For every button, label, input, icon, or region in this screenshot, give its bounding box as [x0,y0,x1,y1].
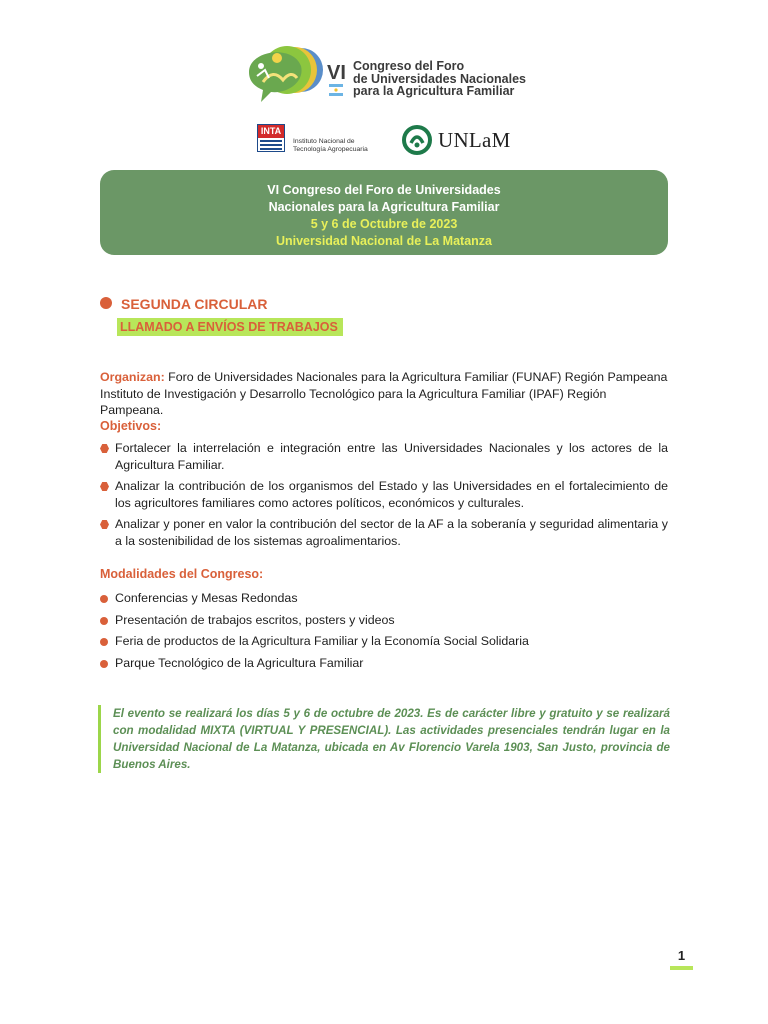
modality-text: Conferencias y Mesas Redondas [115,591,298,605]
unlam-emblem-icon [402,125,432,155]
section-highlight: LLAMADO A ENVÍOS DE TRABAJOS [117,318,343,336]
objective-text: Analizar y poner en valor la contribución del sector de la AF a la soberanía y seguridad alimentaria y a la sostenibilidad de los sistemas agroalimentarios. [115,517,668,548]
modality-item [100,655,668,672]
banner-title-line: Nacionales para la Agricultura Familiar [268,200,500,214]
event-note: El evento se realizará los días 5 y 6 de octubre de 2023. Es de carácter libre y gratuito y se realizará con modalidad MIXTA (VIRTUAL Y PRESENCIAL). Las actividades presenciales tendrán lugar en la Universidad Nacional de La Matanza, ubicada en Av Florencio Varela 1903, San Justo, provincia de Buenos Aires. [98,705,670,773]
organizers-label: Organizan: [100,370,165,384]
modality-text: Feria de productos de la Agricultura Familiar y la Economía Social Solidaria [115,634,529,648]
banner-venue: Universidad Nacional de La Matanza [275,234,493,248]
page-number-underline [670,966,693,970]
logo-title-line: de Universidades Nacionales [353,71,526,86]
congress-emblem-icon [243,42,335,104]
objective-item [100,440,668,473]
organizers-text: Foro de Universidades Nacionales para la Agricultura Familiar (FUNAF) Región Pampeana Instituto de Investigación y Desarrollo Tecnológico para la Agricultura Familiar (IPAF) Región Pampeana. [100,370,668,417]
circle-bullet-icon [100,638,108,646]
circle-bullet-icon [100,595,108,603]
inta-name [293,138,368,153]
objective-item [100,516,668,549]
organizers-paragraph [100,369,668,419]
objective-item [100,478,668,511]
inta-wordmark: INTA [258,125,284,138]
modality-item [100,612,668,629]
logo-roman-numeral: VI [327,62,346,84]
congress-logo [243,42,533,104]
banner-title-line: VI Congreso del Foro de Universidades [267,183,501,197]
logo-title [353,60,526,98]
unlam-logo [402,124,514,156]
hexagon-bullet-icon [100,482,109,491]
objective-text: Analizar la contribución de los organismos del Estado y las Universidades en el fortalecimiento de los agricultores familiares como actores políticos, económicos y culturales. [115,479,668,510]
modality-item [100,633,668,650]
objectives-heading: Objetivos: [100,419,162,433]
inta-logo [257,124,387,156]
page-number: 1 [677,948,686,963]
hexagon-bullet-icon [100,444,109,453]
inta-name-line: Tecnología Agropecuaria [293,145,368,153]
modalities-heading: Modalidades del Congreso: [100,567,264,581]
logo-title-line: Congreso del Foro [353,59,465,73]
modality-text: Presentación de trabajos escritos, posters y videos [115,613,395,627]
modality-item [100,590,668,607]
hexagon-bullet-icon [100,520,109,529]
objective-text: Fortalecer la interrelación e integración entre las Universidades Nacionales y los actores de la Agricultura Familiar. [115,441,668,472]
section-bullet-icon [100,297,112,309]
inta-name-line: Instituto Nacional de [293,138,355,145]
inta-emblem [257,124,285,152]
argentina-flag-icon [329,84,343,96]
circle-bullet-icon [100,617,108,625]
logo-title-line: para la Agricultura Familiar [353,84,515,98]
unlam-wordmark: UNLaM [438,128,511,152]
banner-date: 5 y 6 de Octubre de 2023 [310,217,458,231]
circle-bullet-icon [100,660,108,668]
event-banner [100,170,668,255]
inta-stripes-icon [258,138,284,152]
modality-text: Parque Tecnológico de la Agricultura Familiar [115,656,364,670]
section-title: SEGUNDA CIRCULAR [121,296,268,312]
